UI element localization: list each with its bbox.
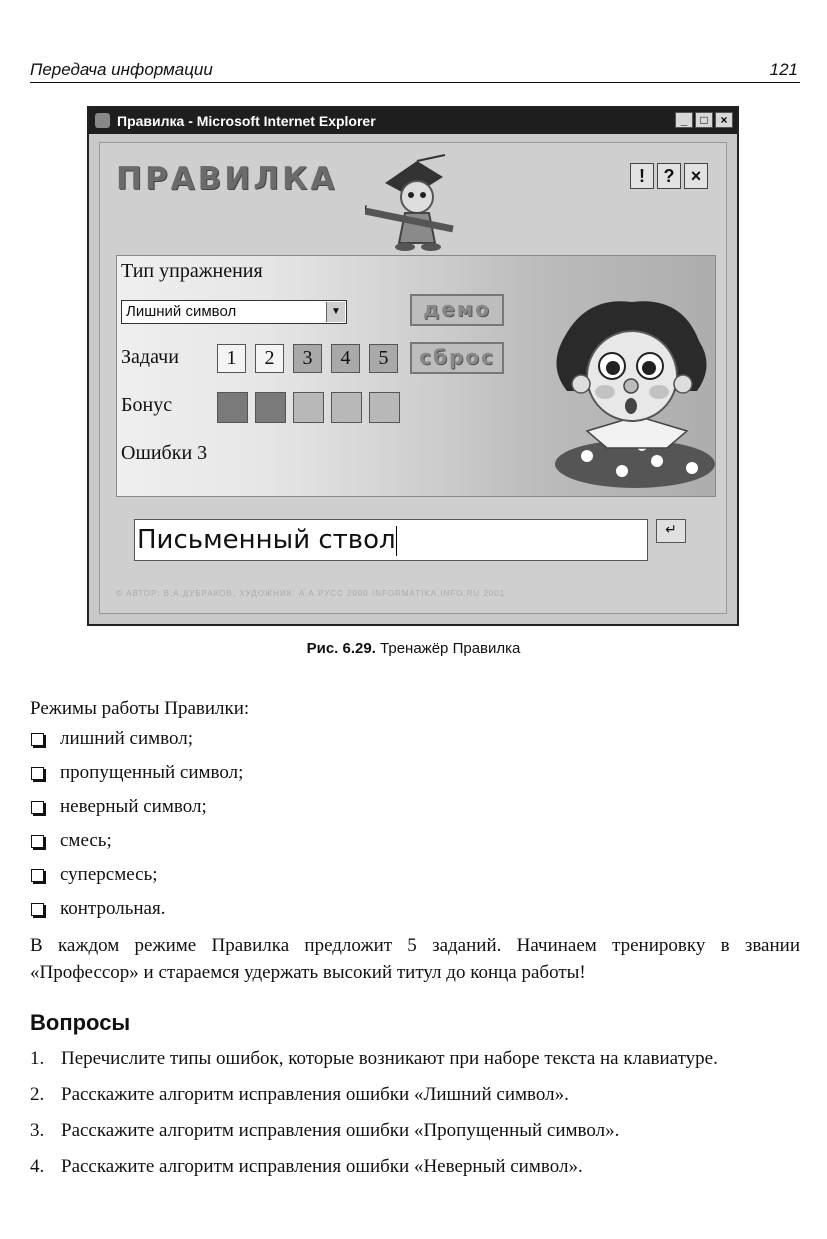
- figure-caption: [0, 640, 827, 657]
- list-item: [30, 1046, 800, 1072]
- browser-window: [87, 106, 739, 626]
- demo-button[interactable]: демо: [410, 294, 504, 326]
- task-2[interactable]: 2: [255, 344, 284, 373]
- list-item-text: неверный символ;: [60, 796, 207, 817]
- app-close-button[interactable]: ×: [684, 163, 708, 189]
- checkbox-bullet-icon: [31, 903, 44, 916]
- text-cursor: [396, 526, 397, 556]
- list-item: [30, 1118, 800, 1144]
- enter-icon: ↵: [665, 523, 677, 538]
- list-item: [30, 728, 800, 762]
- question-text: Расскажите алгоритм исправления ошибки «Лишний символ».: [61, 1084, 569, 1105]
- close-button[interactable]: ×: [715, 112, 733, 128]
- ie-icon: [95, 113, 110, 128]
- modes-intro: Режимы работы Правилки:: [30, 698, 250, 719]
- checkbox-bullet-icon: [31, 733, 44, 746]
- checkbox-bullet-icon: [31, 835, 44, 848]
- window-titlebar: [89, 108, 737, 134]
- app-logo: ПРАВИЛКА: [116, 161, 338, 197]
- typing-input-text: Письменный ствол: [137, 525, 396, 555]
- running-head-title: Передача информации: [30, 60, 213, 79]
- list-item: [30, 796, 800, 830]
- list-item-text: пропущенный символ;: [60, 762, 244, 783]
- exercise-type-select[interactable]: [121, 300, 347, 324]
- errors-label-text: Ошибки: [121, 442, 193, 464]
- list-item: [30, 864, 800, 898]
- credits-text: © АВТОР: В.А.ДУБРАКОВ, ХУДОЖНИК: А.А.РУСС 2000 INFORMATIKA.INFO.RU 2001: [116, 589, 506, 598]
- list-item: [30, 762, 800, 796]
- list-item: [30, 898, 800, 932]
- question-text: Перечислите типы ошибок, которые возникают при наборе текста на клавиатуре.: [61, 1048, 718, 1069]
- info-button[interactable]: !: [630, 163, 654, 189]
- exercise-type-value: Лишний символ: [126, 303, 237, 320]
- task-3[interactable]: 3: [293, 344, 322, 373]
- chevron-down-icon[interactable]: ▼: [326, 302, 345, 322]
- checkbox-bullet-icon: [31, 869, 44, 882]
- minimize-button[interactable]: _: [675, 112, 693, 128]
- list-item: [30, 1082, 800, 1108]
- paragraph: В каждом режиме Правилка предложит 5 заданий. Начинаем тренировку в звании «Профессор» и стараемся удержать высокий титул до конца работы!: [30, 935, 800, 983]
- bonus-slot: [293, 392, 324, 423]
- question-number: 4.: [30, 1156, 45, 1177]
- exercise-panel: [116, 255, 716, 497]
- list-item: [30, 1154, 800, 1180]
- window-title: Правилка - Microsoft Internet Explorer: [117, 113, 376, 129]
- tasks-label: Задачи: [121, 346, 179, 368]
- modes-list: [30, 728, 800, 932]
- errors-value: 3: [197, 442, 208, 464]
- questions-heading: Вопросы: [30, 1010, 131, 1035]
- question-text: Расскажите алгоритм исправления ошибки «Пропущенный символ».: [61, 1120, 620, 1141]
- bonus-label: Бонус: [121, 394, 173, 416]
- caption-number: Рис. 6.29.: [306, 640, 376, 657]
- checkbox-bullet-icon: [31, 767, 44, 780]
- question-number: 2.: [30, 1084, 45, 1105]
- question-number: 1.: [30, 1048, 45, 1069]
- bonus-slot: [217, 392, 248, 423]
- help-button[interactable]: ?: [657, 163, 681, 189]
- task-4[interactable]: 4: [331, 344, 360, 373]
- exercise-type-label: Тип упражнения: [121, 260, 263, 282]
- question-text: Расскажите алгоритм исправления ошибки «Неверный символ».: [61, 1156, 583, 1177]
- list-item-text: контрольная.: [60, 898, 166, 919]
- bonus-slot: [255, 392, 286, 423]
- list-item: [30, 830, 800, 864]
- page-number: 121: [769, 60, 798, 79]
- clown-illustration: [547, 296, 717, 491]
- list-item-text: смесь;: [60, 830, 112, 851]
- bonus-slot: [331, 392, 362, 423]
- errors-label: [121, 442, 207, 465]
- questions-list: [30, 1046, 800, 1190]
- typing-input[interactable]: [134, 519, 648, 561]
- task-5[interactable]: 5: [369, 344, 398, 373]
- list-item-text: лишний символ;: [60, 728, 194, 749]
- app-area: [99, 142, 727, 614]
- list-item-text: суперсмесь;: [60, 864, 158, 885]
- question-number: 3.: [30, 1120, 45, 1141]
- enter-button[interactable]: [656, 519, 686, 543]
- checkbox-bullet-icon: [31, 801, 44, 814]
- caption-text: Тренажёр Правилка: [380, 640, 521, 657]
- maximize-button[interactable]: □: [695, 112, 713, 128]
- running-head: [30, 58, 800, 83]
- mascot-illustration: [365, 153, 475, 253]
- reset-button[interactable]: сброс: [410, 342, 504, 374]
- task-1[interactable]: 1: [217, 344, 246, 373]
- bonus-slot: [369, 392, 400, 423]
